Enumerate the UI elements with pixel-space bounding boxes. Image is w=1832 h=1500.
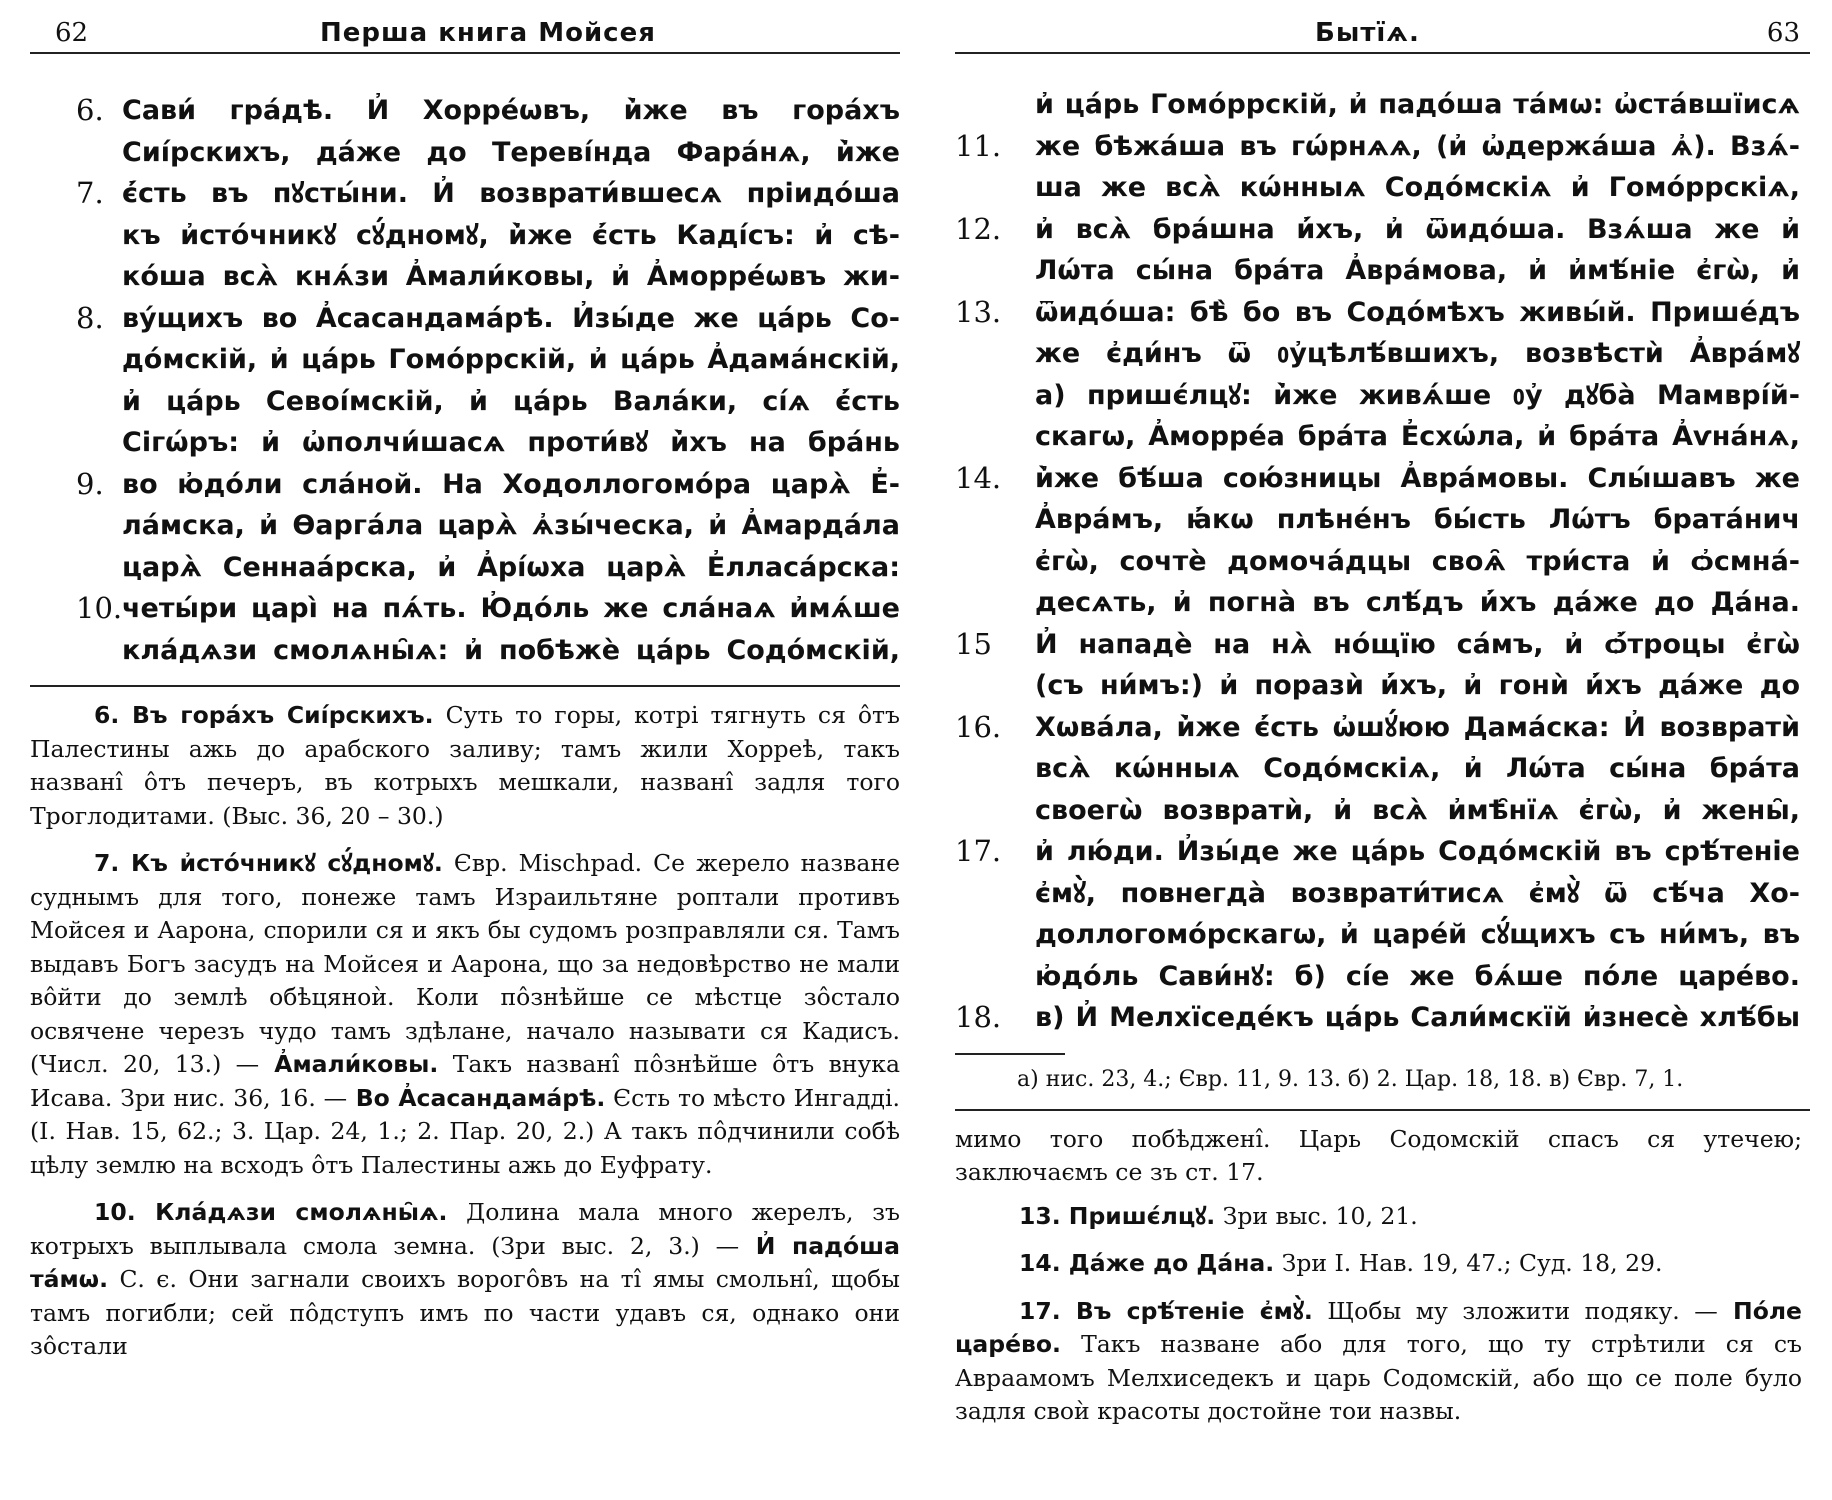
verse-line [30, 256, 900, 298]
verse-line [955, 292, 1810, 334]
note-text: С. є. Они загнали своихъ ворогôвъ на тî ямы смольнî, щобы тамъ погибли; сей пôдступъ имъ по части удавъ ся, однако они зôстали [30, 1265, 900, 1360]
left-page [30, 0, 900, 1500]
commentary-note [955, 1295, 1802, 1429]
verse-text: доллогомо́рскагѡ, и҆ царе́й сꙋ́щихъ съ ни́мъ, въ [1035, 919, 1800, 950]
verse-number: 13. [955, 294, 1002, 329]
verse-line [30, 132, 900, 174]
verse-block [30, 90, 900, 671]
verse-text: же є҆ди́нъ ѿ ᲂу҆цѣлѣ́вшихъ, возвѣстѝ А҆вра́мꙋ [1035, 338, 1800, 369]
commentary-note [955, 1247, 1802, 1281]
divider [30, 685, 900, 687]
verse-text: ко́ша всѧ̀ кнѧ́зи А҆мали́ковы, и҆ А҆морре́ѡвъ жи- [122, 261, 900, 292]
verse-number: 12. [955, 211, 1002, 246]
verse-number: 9. [76, 466, 104, 501]
note-text: Єсть то мѣсто Ингадді. (І. Нав. 15, 62.; 3. Цар. 24, 1.; 2. Пар. 20, 2.) А такъ пôдчинили собѣ цѣлу землю на всходъ ôтъ Палестины ажь до Еуфрату. [30, 1083, 900, 1179]
note-text: Зри выс. 10, 21. [1215, 1201, 1418, 1230]
verse-block [955, 84, 1810, 1039]
note-text: мимо того побѣдженî. Царь Содомскій спасъ ся утечею; заключаємъ се зъ ст. 17. [955, 1124, 1802, 1186]
verse-text: своегѡ̀ возвратѝ, и҆ всѧ̀ и҆мѣ̑нїѧ є҆гѡ̀, и҆ жены̑, [1035, 794, 1800, 826]
verse-text: во ю҆до́ли сла́ной. На Ходоллогомо́ра царѧ̀ Е҆- [122, 468, 900, 500]
verse-text: и҆ ца́рь Севоі́мскій, и҆ ца́рь Вала́ки, сі́ѧ є҆́сть [122, 385, 900, 417]
verse-line [955, 499, 1810, 541]
note-lemma: 7. Къ и҆сто́чникꙋ сꙋ́дномꙋ. [94, 849, 443, 877]
right-header [955, 0, 1810, 54]
verse-text: кла́дѧзи смолѧны̑ѧ: и҆ побѣжѐ ца́рь Содо́мскій, [122, 634, 900, 666]
verse-text: всѧ̀ кѡ́нныѧ Содо́мскіѧ, и҆ Лѡ́та сы́на бра́та [1035, 753, 1800, 784]
verse-line [30, 505, 900, 547]
footnote-divider [955, 1053, 1065, 1055]
verse-number: 8. [76, 300, 104, 335]
verse-line [955, 582, 1810, 624]
running-title: Перша книга Мойсея [320, 18, 656, 48]
note-lemma: Во А҆сасандама́рѣ. [347, 1083, 606, 1112]
note-text: Зри І. Нав. 19, 47.; Суд. 18, 29. [1274, 1249, 1663, 1277]
commentary-note [30, 847, 900, 1182]
page-number: 63 [1766, 18, 1800, 48]
note-text: Суть то горы, котрі тягнуть ся ôтъ Палестины ажь до арабского заливу; тамъ жили Хорреѣ, такъ названî ôтъ печеръ, въ котрыхъ мешкали, названî задля того Троглодитами. (Выс. 36, 20 – 30.) [30, 701, 900, 830]
note-lemma: 17. Въ срѣ́теніе є҆мꙋ̀. [1019, 1296, 1313, 1325]
verse-text: є҆гѡ̀, сочтѐ домоча́дцы своѧ̑ три́ста и҆ ѻ҆смна́- [1035, 545, 1800, 577]
verse-line [955, 250, 1810, 292]
commentary-note [955, 1200, 1802, 1234]
verse-number: 14. [955, 460, 1002, 495]
verse-line [30, 298, 900, 340]
verse-line [30, 381, 900, 423]
verse-number: 6. [76, 93, 104, 127]
verse-text: и҆ лю́ди. И҆зы́де же ца́рь Содо́мскій въ срѣ́теніе [1035, 836, 1800, 867]
verse-line [955, 665, 1810, 707]
verse-line [955, 873, 1810, 915]
verse-text: Сави́ гра́дѣ. И҆ Хорре́ѡвъ, и҆̀же въ гора́хъ [122, 95, 900, 126]
verse-line [30, 464, 900, 506]
verse-line [955, 209, 1810, 251]
verse-text: скагѡ, А҆морре́а бра́та Е҆схѡ́ла, и҆ бра́та А҆ѵна́нѧ, [1035, 421, 1800, 452]
footnotes [955, 1065, 1810, 1095]
verse-line [955, 914, 1810, 956]
verse-text: є҆мꙋ̀, повнегда̀ возврати́тисѧ є҆мꙋ̀ ѿ сѣ́ча Хо- [1035, 877, 1800, 909]
verse-line [955, 84, 1810, 126]
verse-number: 11. [955, 128, 1002, 163]
verse-line [955, 707, 1810, 749]
verse-line [30, 90, 900, 132]
verse-line [955, 126, 1810, 168]
verse-text: ша же всѧ̀ кѡ́нныѧ Содо́мскіѧ и҆ Гомо́ррскіѧ, [1035, 172, 1800, 203]
verse-text: и҆̀же бѣ́ша сою́зницы А҆вра́мовы. Слы́шавъ же [1035, 462, 1800, 494]
verse-line [955, 458, 1810, 500]
footnote-text: а) нис. 23, 4.; Євр. 11, 9. 13. б) 2. Цар. 18, 18. в) Євр. 7, 1. [1017, 1066, 1684, 1092]
verse-line [955, 541, 1810, 583]
note-text: Такъ назване або для того, що ту стрѣтили ся съ Авраамомъ Мелхиседекъ и царь Содомскій, або що се поле було задля своѝ красоты достойне тои назвы. [955, 1330, 1802, 1425]
verse-text: є҆́сть въ пꙋсты́ни. И҆ возврати́вшесѧ пріидо́ша [122, 178, 900, 209]
right-page [955, 0, 1810, 1500]
note-lemma: 13. Пришє́лцꙋ. [1019, 1201, 1216, 1230]
verse-text: Сиі́рскихъ, да́же до Тереві́нда Фара́нѧ, и҆̀же [122, 136, 900, 168]
verse-line [955, 333, 1810, 375]
note-text: Долина мала много жерелъ, зъ котрыхъ выплывала смола земна. (Зри выс. 2, 3.) — [30, 1198, 900, 1260]
verse-text: и҆ ца́рь Гомо́ррскій, и҆ падо́ша та́мѡ: ѡ҆ста́вшїисѧ [1035, 89, 1800, 120]
commentary [955, 1123, 1810, 1429]
commentary-note [30, 1196, 900, 1364]
running-title: Бытїѧ. [1315, 18, 1420, 48]
verse-line [30, 588, 900, 630]
verse-text: а) пришє́лцꙋ: и҆̀же живѧ́ше ᲂу҆ дꙋба̀ Мамврі́й- [1035, 379, 1800, 411]
page-number: 62 [55, 18, 89, 48]
verse-text: в) И҆ Мелхїседе́къ ца́рь Сали́мскїй и҆знесѐ хлѣ́бы [1035, 1002, 1800, 1033]
verse-text: А҆вра́мъ, ꙗ҆́кѡ плѣне́нъ бы́сть Лѡ́тъ брата́нич [1035, 504, 1800, 535]
verse-number: 15 [955, 626, 992, 661]
verse-text: (съ ни́мъ:) и҆ поразѝ и҆́хъ, и҆ гонѝ и҆́хъ да́же до [1035, 670, 1800, 701]
verse-line [955, 790, 1810, 832]
verse-text: Лѡ́та сы́на бра́та А҆вра́мова, и҆ и҆мѣ́ніе є҆гѡ̀, и҆ [1035, 255, 1800, 286]
note-text: Євр. Mischpad. Се жерело назване суднымъ для того, понеже тамъ Израильтяне роптали противъ Мойсея и Аарона, спорили ся и якъ бы судомъ розправляли ся. Тамъ выдавъ Богъ засудъ на Мойсея и Аарона, що за недовѣрство не мали вôйти до землѣ обѣцяноѝ. Коли пôзнѣйше се мѣстце зôстало освячене черезъ чудо тамъ здѣлане, начало называти ся Кадисъ. (Числ. 20, 13.) — [30, 849, 900, 1078]
commentary [30, 699, 900, 1364]
verse-line [955, 624, 1810, 666]
verse-line [955, 831, 1810, 873]
verse-number: 16. [955, 709, 1002, 744]
verse-text: царѧ̀ Сеннаа́рска, и҆ А҆рі́ѡха царѧ̀ Е҆лласа́рска: [122, 551, 900, 583]
note-lemma: А҆мали́ковы. [259, 1050, 439, 1078]
verse-text: четы́ри царі̀ на пѧ́ть. Ю҆до́ль же сла́наѧ и҆мѧ́ше [122, 593, 900, 624]
verse-text: Сігѡ́ръ: и҆ ѡ҆полчи́шасѧ проти́вꙋ и҆̀хъ на бра́нь [122, 427, 900, 458]
note-lemma: 14. Да́же до Да́на. [1019, 1249, 1275, 1277]
verse-line [30, 339, 900, 381]
verse-text: до́мскій, и҆ ца́рь Гомо́ррскій, и҆ ца́рь А҆дама́нскій, [122, 344, 900, 375]
verse-number: 17. [955, 834, 1002, 868]
verse-line [955, 748, 1810, 790]
verse-line [955, 997, 1810, 1039]
verse-text: и҆ всѧ̀ бра́шна и҆́хъ, и҆ ѿидо́ша. Взѧ́ша же и҆ [1035, 213, 1800, 245]
verse-line [30, 215, 900, 257]
note-lemma: И҆ падо́ша та́мѡ. [30, 1231, 900, 1293]
verse-number: 18. [955, 1000, 1002, 1034]
verse-text: ла́мска, и҆ Ѳарга́ла царѧ̀ ѧ҆зы́ческа, и҆ А҆марда́ла [122, 510, 900, 541]
verse-text: Хѡва́ла, и҆̀же є҆́сть ѡ҆шꙋ́юю Дама́ска: И҆ возвратѝ [1035, 711, 1800, 743]
verse-text: къ и҆сто́чникꙋ сꙋ́дномꙋ, и҆̀же є҆́сть Каді́съ: и҆ сѣ- [122, 219, 900, 251]
verse-line [30, 630, 900, 672]
note-lemma: 6. Въ гора́хъ Сиі́рскихъ. [94, 701, 434, 729]
verse-line [30, 173, 900, 215]
verse-text: ѿидо́ша: бѣ̀ бо въ Содо́мѣхъ живы́й. Прише́дъ [1035, 296, 1800, 328]
left-header [30, 0, 900, 54]
verse-line [30, 422, 900, 464]
verse-line [955, 956, 1810, 998]
note-lemma: 10. Кла́дѧзи смолѧны̑ѧ. [94, 1198, 448, 1226]
note-text: Щобы му зложити подяку. — [1312, 1296, 1718, 1325]
verse-line [955, 167, 1810, 209]
verse-text: ю҆до́ль Сави́нꙋ: б) сі́е же бѧ́ше по́ле царе́во. [1035, 960, 1800, 992]
verse-line [955, 375, 1810, 417]
verse-text: десѧть, и҆ погна̀ въ слѣ́дъ и҆́хъ да́же до Да́на. [1035, 587, 1800, 618]
verse-text: И҆ нападѐ на нѧ̀ но́щїю са́мъ, и҆ ѻ҆́троцы є҆гѡ̀ [1035, 628, 1800, 660]
verse-text: же бѣжа́ша въ гѡ́рнѧѧ, (и҆ ѡ҆держа́ша ѧ҆). Взѧ́- [1035, 130, 1800, 162]
commentary-note [30, 699, 900, 833]
divider [955, 1109, 1810, 1111]
verse-line [30, 547, 900, 589]
verse-text: ву́щихъ во А҆сасандама́рѣ. И҆зы́де же ца́рь Со- [122, 302, 900, 334]
verse-number: 7. [76, 176, 104, 210]
note-lemma: По́ле царе́во. [955, 1296, 1802, 1358]
verse-number: 10. [76, 591, 123, 625]
note-text: Такъ названî пôзнѣйше ôтъ внука Исава. Зри нис. 36, 16. — [30, 1050, 900, 1112]
commentary-continuation [955, 1123, 1802, 1190]
verse-line [955, 416, 1810, 458]
